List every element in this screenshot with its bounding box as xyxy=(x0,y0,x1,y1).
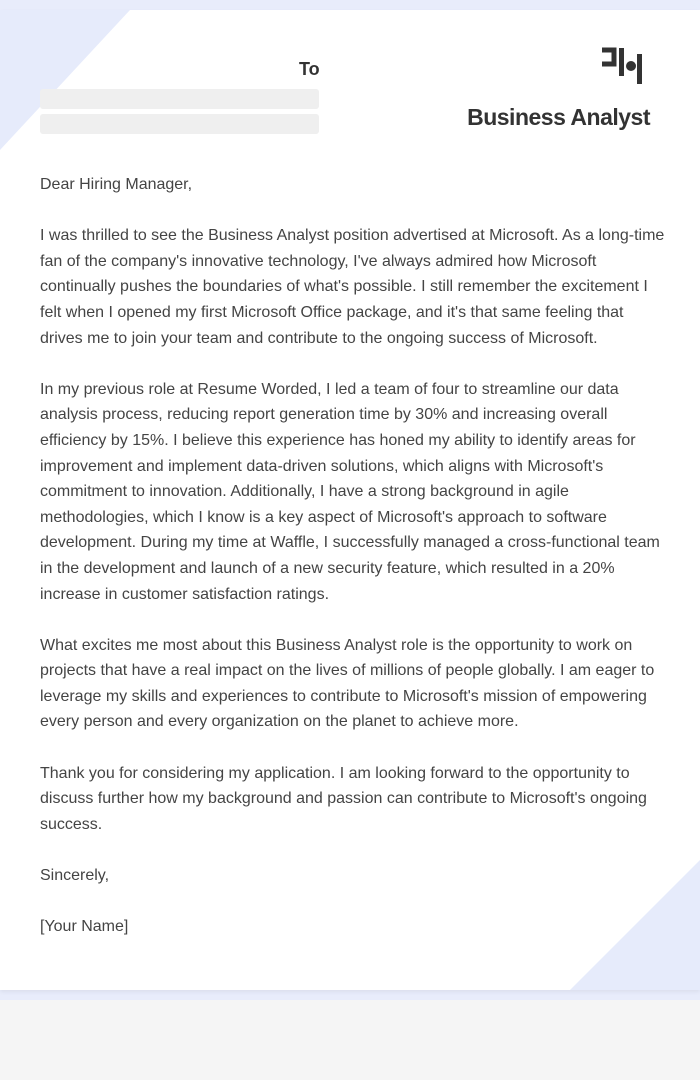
logo-stroke-right xyxy=(637,54,642,84)
logo-stroke-mid xyxy=(619,48,624,76)
body-paragraph-2: In my previous role at Resume Worded, I led a team of four to streamline our data analysis process, reducing report generation time by 30% and increasing overall efficiency by 15%. I believe this experience has honed my ability to identify areas for improvement and implement data-driven solutions, which aligns with Microsoft's commitment to innovation. Additionally, I have a strong background in agile methodologies, which I know is a key aspect of Microsoft's approach to software development. During my time at Waffle, I successfully managed a cross-functional team in the development and launch of a new security feature, which resulted in a 20% increase in customer satisfaction ratings. xyxy=(40,380,660,603)
body-paragraph-1: I was thrilled to see the Business Analyst position advertised at Microsoft. As a long-time fan of the company's innovative technology, I've always admired how Microsoft continually pushes the boundaries of what's possible. I still remember the excitement I felt when I opened my first Microsoft Office package, and it's that same feeling that drives me to join your team and contribute to the ongoing success of Microsoft. xyxy=(40,227,665,347)
body-paragraph-3: What excites me most about this Business Analyst role is the opportunity to work on projects that have a real impact on the lives of millions of people globally. I am eager to leverage my skills and experiences to contribute to Microsoft's mission of empowering every person and every organization on the planet to achieve more. xyxy=(40,636,655,731)
logo-stroke-left xyxy=(602,50,614,64)
recipient-line-1-placeholder xyxy=(40,89,319,109)
recipient-label: To xyxy=(299,59,320,79)
footer-band xyxy=(0,1000,700,1080)
salutation: Dear Hiring Manager, xyxy=(40,176,193,193)
closing: Sincerely, xyxy=(40,867,110,885)
brand-logo-icon xyxy=(600,46,646,84)
letter-body xyxy=(40,172,665,965)
letter-sheet xyxy=(0,10,700,990)
recipient-line-2-placeholder xyxy=(40,114,319,134)
body-paragraph-4: Thank you for considering my application. I am looking forward to the opportunity to discuss further how my background and passion can contribute to Microsoft's ongoing success. xyxy=(40,764,647,833)
logo-dot xyxy=(626,61,636,71)
job-title: Business Analyst xyxy=(467,104,650,130)
signature: [Your Name] xyxy=(40,918,129,936)
